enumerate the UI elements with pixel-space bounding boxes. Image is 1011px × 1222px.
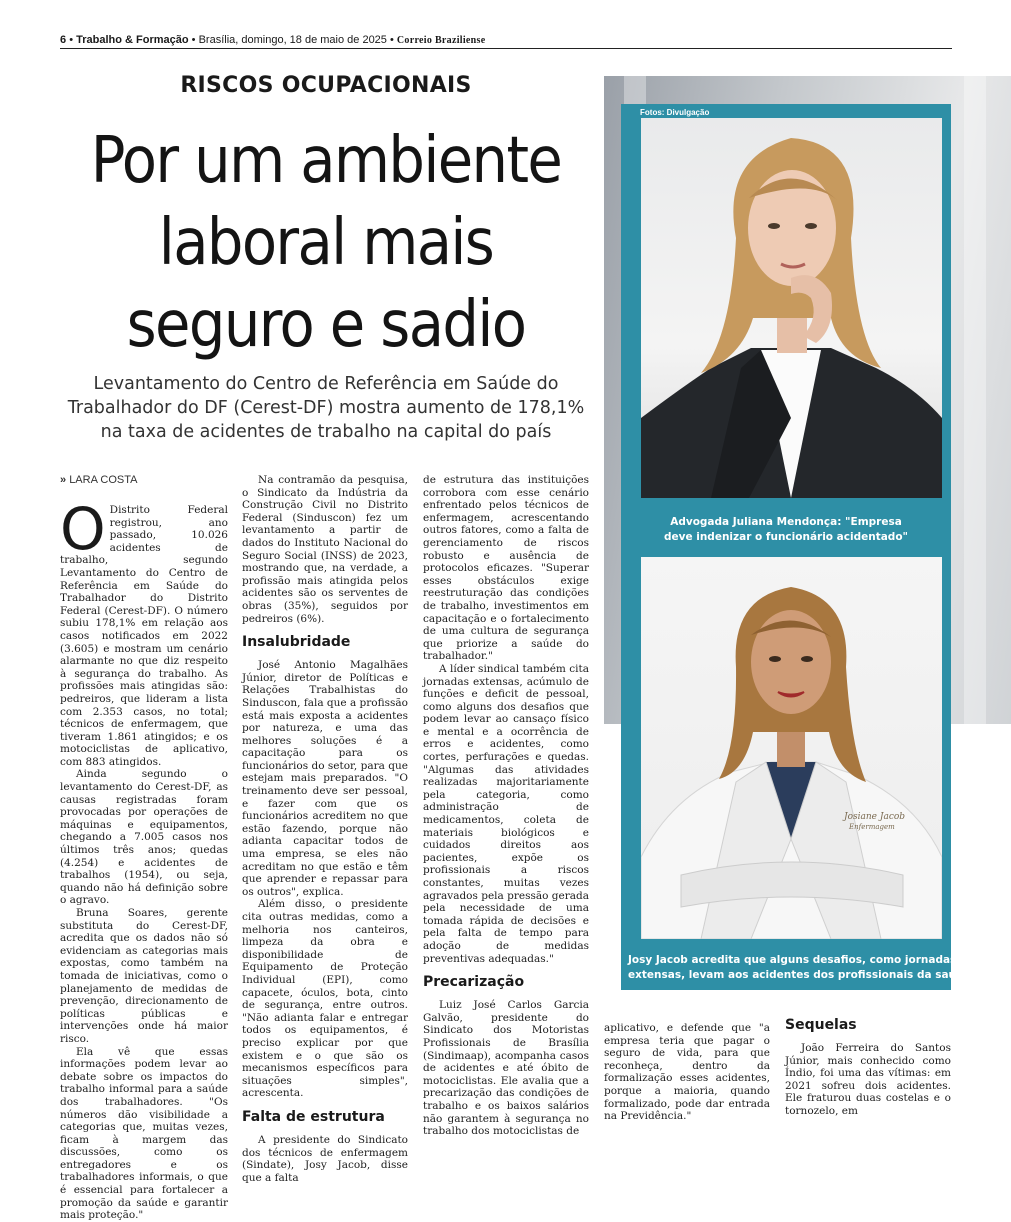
- section-name: Trabalho & Formação: [76, 34, 189, 46]
- page-header: 6 • Trabalho & Formação • Brasília, domingo, 18 de maio de 2025 • Correio Braziliense: [60, 32, 952, 49]
- woman-portrait-illustration: [641, 118, 942, 498]
- drop-cap: O: [60, 495, 106, 563]
- photo-juliana-mendonca: [641, 118, 942, 498]
- caption-line: extensas, levam aos acidentes dos profissionais da saúde: [628, 969, 971, 981]
- article-paragraph: Luiz José Carlos Garcia Galvão, presidente do Sindicato dos Motoristas Profissionais de Brasília (Sindimaap), acompanha casos de acidentes e até óbito de motociclistas. Ele avalia que a precarização das condições de trabalho e os baixos salários não garantem à segurança no trabalho dos motociclistas de: [423, 999, 589, 1138]
- byline: [60, 474, 137, 486]
- nurse-portrait-illustration: [641, 557, 942, 939]
- article-paragraph: aplicativo, e defende que "a empresa teria que pagar o seguro de vida, para que reconheça, dentro da formalização esses acidentes, porque a maioria, quando formalizado, pode dar entrada na Previdência.": [604, 1022, 770, 1123]
- article-paragraph: Na contramão da pesquisa, o Sindicato da Indústria da Construção Civil no Distrito Federal (Sinduscon) fez um levantamento a partir de dados do Instituto Nacional do Seguro Social (INSS) de 2023, mostrando que, na verdade, a profissão mais atingida pelos acidentes são os serventes de obras (35%), seguidos por pedreiros (6%).: [242, 474, 408, 625]
- dateline: Brasília, domingo, 18 de maio de 2025: [198, 34, 387, 46]
- article-column-2: [242, 474, 408, 1184]
- headline-line: seguro e sadio: [126, 288, 526, 362]
- photo-josy-jacob: [641, 557, 942, 939]
- photo2-caption: [628, 953, 971, 983]
- subheading-sequelas: Sequelas: [785, 1017, 857, 1033]
- article-paragraph: de estrutura das instituições corrobora com esse cenário enfrentado pelos técnicos de enfermagem, acrescentando outros fatores, como a falta de gerenciamento de riscos robusto e ausência de protocolos eficazes. "Superar esses obstáculos exige reestruturação das condições de trabalho, investimentos em capacitação e o fortalecimento de uma cultura de segurança que priorize a saúde do trabalhador.": [423, 474, 589, 663]
- article-column-4: [604, 1022, 770, 1123]
- article-paragraph: Distrito Federal registrou, ano passado, 10.026 acidentes de trabalho, segundo Levantamento do Centro de Referência em Saúde do Trabalhador do Distrito Federal (Cerest-DF). O número subiu 178,1% em relação aos casos notificados em 2022 (3.605) e mostram um cenário alarmante no que diz respeito à segurança do trabalho. As profissões mais atingidas são: pedreiros, que lideram a lista com 2.353 casos, no total; técnicos de enfermagem, que tiveram 1.861 atingidos; e os motociclistas de aplicativo, com 883 atingidos.: [60, 504, 228, 768]
- article-paragraph: Além disso, o presidente cita outras medidas, como a melhoria nos canteiros, limpeza da obra e disponibilidade de Equipamento de Proteção Individual (EPI), como capacete, óculos, bota, cinto de segurança, entre outros. "Não adianta falar e entregar todos os equipamentos, é preciso explicar por que existem e o que são os mecanismos específicos para situações simples", acrescenta.: [242, 898, 408, 1100]
- photo-credit: Fotos: Divulgação: [640, 108, 710, 117]
- article-paragraph: José Antonio Magalhães Júnior, diretor de Políticas e Relações Trabalhistas do Sinduscon, fala que a profissão está mais exposta a acidentes por natureza, e uma das melhores soluções é a capacitação para os funcionários do setor, para que estejam mais preparados. "O treinamento deve ser pessoal, e fazer com que os funcionários acreditem no que estão fazendo, porque não adianta capacitar todos de uma empresa, se eles não acreditam no que estão e têm que aprender e repassar para os outros", explica.: [242, 659, 408, 898]
- page-number: 6: [60, 34, 67, 46]
- subheadline-line: na taxa de acidentes de trabalho na capital do país: [100, 422, 552, 442]
- article-paragraph: João Ferreira do Santos Júnior, mais conhecido como Índio, foi uma das vítimas: em 2021 sofreu dois acidentes. Ele fraturou duas costelas e o tornozelo, em: [785, 1042, 951, 1117]
- coat-embroidery-title: Enfermagem: [849, 823, 895, 831]
- subheadline-line: Trabalhador do DF (Cerest-DF) mostra aumento de 178,1%: [67, 398, 585, 418]
- author-name: LARA COSTA: [69, 474, 138, 486]
- headline: [76, 120, 576, 366]
- caption-line: Josy Jacob acredita que alguns desafios, como jornadas: [628, 954, 957, 966]
- caption-line: deve indenizar o funcionário acidentado": [663, 531, 909, 543]
- article-column-1: [60, 495, 228, 1222]
- article-paragraph: A líder sindical também cita jornadas extensas, acúmulo de funções e deficit de pessoal, como alguns dos desafios que podem levar ao cansaço físico e mental e a ocorrência de erros e acidentes, como cortes, perfurações e quedas. "Algumas das atividades realizadas majoritariamente pela categoria, como administração de medicamentos, coleta de materiais biológicos e cuidados direitos aos pacientes, expõe os profissionais a riscos constantes, muitas vezes agravados pela pressão gerada pela necessidade de uma tomada rápida de decisões e pela falta de tempo para adoção de medidas preventivas adequadas.": [423, 662, 589, 965]
- newspaper-brand: Correio Braziliense: [396, 35, 486, 46]
- coat-embroidery-name: Josiane Jacob: [844, 812, 906, 822]
- article-paragraph: Ela vê que essas informações podem levar ao debate sobre os impactos do trabalho informal para a saúde dos trabalhadores. "Os números dão visibilidade a categorias que, muitas vezes, ficam à margem das discussões, como os entregadores e os trabalhadores informais, o que é essencial para fortalecer a promoção da saúde e garantir mais proteção.": [60, 1045, 228, 1222]
- caption-line: Advogada Juliana Mendonça: "Empresa: [670, 516, 902, 528]
- article-column-3: [423, 474, 589, 1138]
- headline-line: Por um ambiente: [90, 124, 562, 198]
- photo1-caption: [628, 515, 944, 545]
- byline-chevron-icon: »: [60, 474, 67, 486]
- article-column-5: [785, 1016, 951, 1118]
- subheadline-line: Levantamento do Centro de Referência em Saúde do: [93, 374, 559, 394]
- headline-line: laboral mais: [158, 206, 494, 280]
- subheadline: [40, 372, 612, 444]
- article-paragraph: A presidente do Sindicato dos técnicos de enfermagem (Sindate), Josy Jacob, disse que a falta: [242, 1133, 408, 1184]
- kicker: RISCOS OCUPACIONAIS: [180, 73, 472, 98]
- subheading-falta-de-estrutura: Falta de estrutura: [242, 1108, 385, 1125]
- subheading-insalubridade: Insalubridade: [242, 634, 351, 651]
- article-paragraph: Bruna Soares, gerente substituta do Cerest-DF, acredita que os dados não só evidenciam as categorias mais expostas, como também na tomada de iniciativas, como o planejamento de medidas de prevenção, direcionamento de políticas públicas e intervenções onde há maior risco.: [60, 907, 228, 1045]
- subheading-precarizacao: Precarização: [423, 974, 525, 991]
- article-paragraph: Ainda segundo o levantamento do Cerest-DF, as causas registradas foram provocadas por operações de máquinas e equipamentos, chegando a 7.005 casos nos últimos três anos; quedas (4.254) e acidentes de trabalhos (1954), ou seja, quando não há definição sobre o agravo.: [60, 768, 228, 907]
